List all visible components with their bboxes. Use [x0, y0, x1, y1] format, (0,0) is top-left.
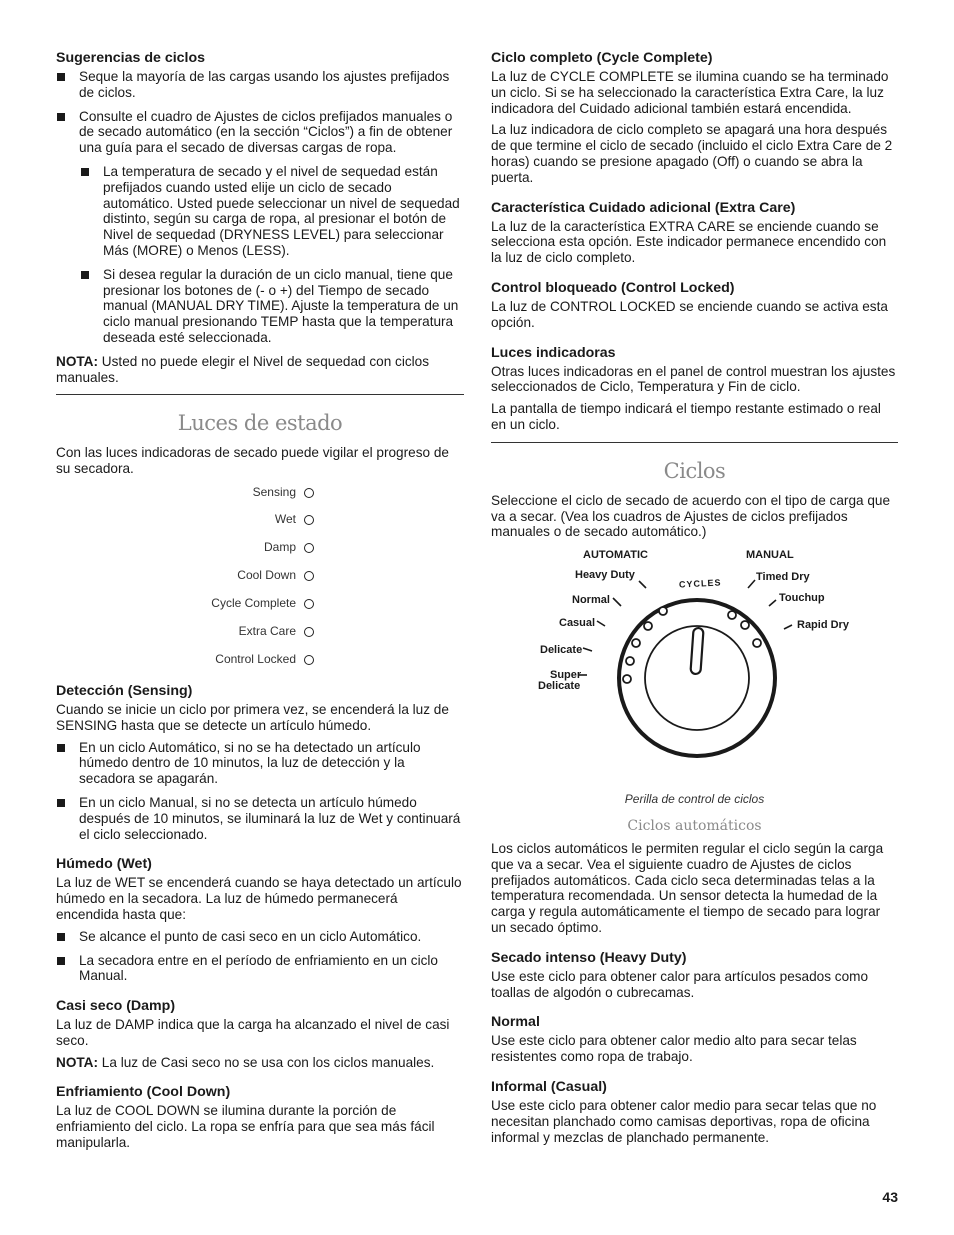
page-number: 43: [882, 1189, 898, 1205]
bullet-item: Consulte el cuadro de Ajustes de ciclos prefijados manuales o de secado automático (en la sección “Ciclos”) a fin de obtener una guía para el secado de diversas cargas de ropa.: [56, 109, 464, 156]
casi-seco-heading: Casi seco (Damp): [56, 998, 176, 1015]
cycle-indicator-icon: [728, 611, 736, 619]
heavy-duty-pointer: [639, 581, 646, 588]
bullet-item: En un ciclo Automático, si no se ha detectado un artículo húmedo dentro de 10 minutos, la luz de detección y la secadora se apagarán.: [56, 740, 464, 787]
light-cycle-complete: [211, 596, 314, 612]
light-indicator-icon: [304, 543, 314, 553]
light-indicator-icon: [304, 515, 314, 525]
note-text: Usted no puede elegir el Nivel de sequedad con ciclos manuales.: [56, 353, 430, 385]
control-locked-heading: Control bloqueado (Control Locked): [491, 279, 735, 296]
casi-seco-text: La luz de DAMP indica que la carga ha alcanzado el nivel de casi seco.: [56, 1017, 450, 1048]
sugerencias-heading: Sugerencias de ciclos: [56, 50, 206, 66]
luces-indicadoras-text-1: Otras luces indicadoras en el panel de control muestran los ajustes seleccionados de Ciclo, Temperatura y Fin de ciclo.: [491, 363, 896, 395]
cycle-knob-svg: [491, 548, 898, 784]
ciclos-title: Ciclos: [663, 458, 726, 483]
right-column: [491, 50, 898, 1151]
light-indicator-icon: [304, 627, 314, 637]
normal-label: Normal: [572, 594, 610, 607]
luces-indicadoras-text-2: La pantalla de tiempo indicará el tiempo restante estimado o real en un ciclo.: [491, 401, 881, 432]
light-indicator-icon: [304, 599, 314, 609]
luces-indicadoras-heading: Luces indicadoras: [491, 344, 616, 361]
ciclo-completo-text-1: La luz de CYCLE COMPLETE se ilumina cuando se ha terminado un ciclo. Si se ha seleccionado la característica Extra Care, la luz indicadora del Cuidado adicional también estará encendida.: [491, 69, 889, 116]
touchup-label: Touchup: [779, 592, 825, 605]
delicate-pointer: [583, 648, 592, 651]
sub-bullet-item: La temperatura de secado y el nivel de sequedad están prefijados cuando usted elije un ciclo de secado automático. Usted puede seleccionar un nivel de sequedad distinto, según su carga de ropa, al presionar el botón de Nivel de sequedad (DRYNESS LEVEL) para seleccionar Más (MORE) o Menos (LESS).: [80, 164, 464, 259]
enfriamiento-text: La luz de COOL DOWN se ilumina durante la porción de enfriamiento del ciclo. La ropa se enfría para que sea más fácil manipularla.: [56, 1103, 435, 1151]
super-delicate-label: Delicate: [538, 680, 581, 693]
cycle-indicator-icon: [623, 675, 631, 683]
section-divider: [491, 442, 898, 443]
knob-outer-ring: [619, 600, 775, 756]
light-label: Cool Down: [237, 568, 296, 583]
normal-heading: Normal: [491, 1014, 540, 1031]
left-column: [56, 50, 464, 1157]
deteccion-text: Cuando se inicie un ciclo por primera vez, se encenderá la luz de SENSING hasta que se detecte un artículo húmedo.: [56, 701, 449, 733]
deteccion-heading: Detección (Sensing): [56, 682, 193, 699]
cycle-indicator-icon: [753, 639, 761, 647]
heavy-duty-text: Use este ciclo para obtener calor para artículos pesados como toallas de algodón o cubrecamas.: [491, 968, 869, 1000]
knob-inner-ring: [645, 626, 749, 730]
luces-intro: Con las luces indicadoras de secado puede vigilar el progreso de su secadora.: [56, 445, 449, 477]
ciclo-completo-text-2: La luz indicadora de ciclo completo se apagará una hora después de que termine el ciclo de secado (incluido el ciclo Extra Care de 2 horas) cuando se presione apagado (Off) o cuando se abra la puerta.: [491, 122, 893, 185]
bullet-item: En un ciclo Manual, si no se detecta un artículo húmedo después de 10 minutos, se iluminará la luz de Wet y continuará el ciclo seleccionado.: [56, 795, 464, 842]
rapid-dry-label: Rapid Dry: [797, 619, 849, 632]
light-label: Sensing: [252, 485, 296, 500]
cycle-indicator-icon: [644, 622, 652, 630]
humedo-text: La luz de WET se encenderá cuando se haya detectado un artículo húmedo en la secadora. La luz de húmedo permanecerá encendida hasta que:: [56, 875, 462, 922]
humedo-heading: Húmedo (Wet): [56, 856, 152, 873]
knob-caption: Perilla de control de ciclos: [624, 792, 765, 807]
light-label: Control Locked: [215, 652, 296, 667]
casual-text: Use este ciclo para obtener calor medio para secar telas que no necesitan planchado como camisas deportivas, ropa de oficina informal y mezclas de planchado permanente.: [491, 1097, 877, 1145]
light-indicator-icon: [304, 655, 314, 665]
bullet-item: Se alcance el punto de casi seco en un ciclo Automático.: [56, 929, 464, 945]
light-sensing: [253, 485, 314, 501]
casual-heading: Informal (Casual): [491, 1078, 607, 1095]
note-label: NOTA:: [56, 353, 99, 369]
bullet-item: La secadora entre en el período de enfriamiento en un ciclo Manual.: [56, 953, 464, 985]
knob-pointer: [690, 628, 703, 675]
casual-pointer: [597, 621, 605, 626]
cycle-indicator-icon: [632, 639, 640, 647]
manual-label: MANUAL: [746, 549, 794, 562]
extra-care-heading: Característica Cuidado adicional (Extra Care): [491, 199, 796, 216]
light-wet: [275, 512, 314, 528]
ciclos-intro: Seleccione el ciclo de secado de acuerdo con el tipo de carga que va a secar. (Vea los cuadros de Ajustes de ciclos prefijados manuales o de secado automático.): [491, 492, 891, 540]
ciclo-completo-heading: Ciclo completo (Cycle Complete): [491, 50, 713, 66]
touchup-pointer: [769, 600, 776, 606]
note-label: NOTA:: [56, 1054, 99, 1070]
extra-care-text: La luz de la característica EXTRA CARE se enciende cuando se selecciona esta opción. Este indicador permanece encendido con la luz de ciclo completo.: [491, 218, 887, 266]
light-control-locked: [215, 652, 314, 668]
super-label: Super: [550, 669, 582, 682]
enfriamiento-heading: Enfriamiento (Cool Down): [56, 1084, 231, 1101]
normal-pointer: [613, 598, 621, 606]
ciclos-automaticos-text: Los ciclos automáticos le permiten regular el ciclo según la carga que va a secar. Vea el siguiente cuadro de Ajustes de ciclos prefijados automáticos. Cada ciclo seca determinadas telas a la temperatura recomendada. Un sensor detecta la humedad de la carga y regula automáticamente el tiempo de secado para lograr un secado óptimo.: [491, 840, 884, 935]
sub-bullet-item: Si desea regular la duración de un ciclo manual, tiene que presionar los botones de (- o +) del Tiempo de secado manual (MANUAL DRY TIME). Ajuste la temperatura de un ciclo manual presionando TEMP hasta que la temperatura deseada esté seleccionada.: [80, 267, 464, 346]
control-locked-text: La luz de CONTROL LOCKED se enciende cuando se activa esta opción.: [491, 298, 888, 330]
rapid-dry-pointer: [784, 625, 792, 629]
timed-dry-pointer: [748, 580, 755, 588]
section-divider: [56, 394, 464, 395]
bullet-item: Seque la mayoría de las cargas usando los ajustes prefijados de ciclos.: [56, 69, 464, 101]
light-indicator-icon: [304, 571, 314, 581]
note-paragraph: [56, 1055, 464, 1071]
delicate-label: Delicate: [540, 644, 583, 657]
heavy-duty-label: Heavy Duty: [575, 569, 635, 582]
cycle-indicator-icon: [659, 607, 667, 615]
light-cool-down: [237, 568, 314, 584]
heavy-duty-heading: Secado intenso (Heavy Duty): [491, 949, 687, 966]
light-label: Cycle Complete: [211, 596, 296, 611]
ciclos-automaticos-title: Ciclos automáticos: [627, 817, 762, 834]
status-lights-diagram: [56, 485, 464, 677]
cycle-indicator-icon: [626, 657, 634, 665]
light-label: Damp: [263, 540, 296, 555]
cycles-label: CYCLES: [678, 577, 722, 590]
light-damp: [264, 540, 314, 556]
note-paragraph: [56, 354, 464, 386]
light-indicator-icon: [304, 488, 314, 498]
casual-label: Casual: [559, 617, 596, 630]
note-text: La luz de Casi seco no se usa con los ciclos manuales.: [98, 1054, 435, 1070]
timed-dry-label: Timed Dry: [756, 571, 810, 584]
normal-text: Use este ciclo para obtener calor medio alto para secar telas resistentes como ropa de trabajo.: [491, 1033, 857, 1065]
light-extra-care: [239, 624, 314, 640]
cycle-control-knob-diagram: [491, 548, 898, 784]
light-label: Wet: [274, 512, 296, 527]
luces-title: Luces de estado: [177, 411, 343, 436]
automatic-label: AUTOMATIC: [583, 549, 648, 562]
light-label: Extra Care: [238, 624, 296, 639]
cycle-indicator-icon: [741, 621, 749, 629]
